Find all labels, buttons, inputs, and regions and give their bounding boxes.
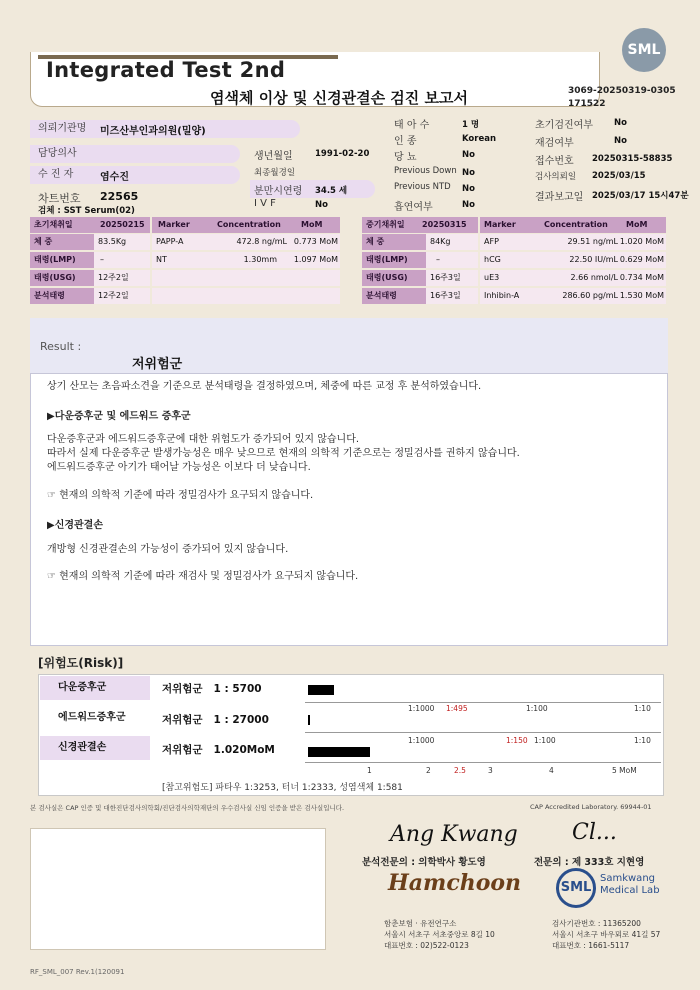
- birth-value: 1991-02-20: [315, 149, 370, 159]
- first-row-empty: [152, 270, 340, 286]
- diabetes-value: No: [462, 150, 475, 160]
- sml-logo-icon: SML: [622, 28, 666, 72]
- risk-scale-down: [305, 702, 661, 703]
- scale-tick: 1:100: [534, 736, 556, 745]
- retest-value: No: [614, 136, 627, 146]
- prev-down-label: Previous Down: [394, 166, 457, 176]
- second-row-mom: 1.530 MoM: [618, 288, 666, 304]
- lmp-label: 최종월경일: [254, 168, 296, 178]
- chart-value: 22565: [100, 190, 139, 203]
- fetus-label: 태 아 수: [394, 120, 430, 131]
- risk-label-down: 다운증후군: [40, 676, 150, 700]
- sml-logo-footer-icon: SML: [556, 868, 596, 908]
- retest-label: 재검여부: [535, 138, 574, 149]
- second-marker-header: Marker: [480, 217, 538, 233]
- risk-label-edwards: 에드워드증후군: [58, 712, 126, 723]
- first-row-marker: PAPP-A: [152, 234, 207, 250]
- scale-tick: 3: [488, 766, 493, 775]
- birth-label: 생년월일: [254, 151, 293, 162]
- test-date-value: 2025/03/15: [592, 171, 646, 181]
- first-row-label: 태령(USG): [30, 270, 94, 286]
- second-row-conc: 22.50 IU/mL: [538, 252, 618, 268]
- scale-tick: 1:10: [634, 704, 651, 713]
- first-row-label: 분석태령: [30, 288, 94, 304]
- second-row-mom: 0.734 MoM: [618, 270, 666, 286]
- risk-label-ntd: 신경관결손: [40, 736, 150, 760]
- report-title-en: Integrated Test 2nd: [46, 58, 286, 82]
- scale-tick-cutoff: 2.5: [454, 766, 466, 775]
- scale-tick: 1:100: [526, 704, 548, 713]
- institution-row: 의뢰기관명: [30, 120, 300, 138]
- second-row-label: 체 중: [362, 234, 426, 250]
- first-row-mom: 1.097 MoM: [277, 252, 340, 268]
- result-paragraph: 개방형 신경관결손의 가능성이 증가되어 있지 않습니다.: [47, 544, 289, 555]
- doctor-row: 담당의사: [30, 145, 240, 163]
- first-row-mom: 0.773 MoM: [287, 234, 340, 250]
- second-row-conc: 286.60 pg/mL: [538, 288, 618, 304]
- second-row-marker: Inhibin-A: [480, 288, 538, 304]
- report-title-ko: 염색체 이상 및 신경관결손 검진 보고서: [210, 89, 468, 107]
- report-date-value: 2025/03/17 15시47분: [592, 191, 689, 201]
- risk-scale-edwards: [305, 732, 661, 733]
- analyst-signature: Ang Kwang: [390, 822, 518, 847]
- certification-note: 본 검사실은 CAP 인증 및 대한진단검사의학회/진단검사의학재단의 우수검사실 신임 인증을 받은 검사실입니다.: [30, 804, 345, 812]
- institution-value: 미즈산부인과의원(밀양): [100, 126, 206, 137]
- second-conc-header: Concentration: [538, 217, 622, 233]
- result-paragraph: 따라서 실제 다운증후군 발생가능성은 매우 낮으므로 현재의 의학적 기준으로는 정밀검사를 권하지 않습니다.: [47, 448, 520, 459]
- test-date-label: 검사의뢰일: [535, 172, 577, 182]
- result-paragraph: 에드워드증후군 아기가 태어날 가능성은 이보다 더 낮습니다.: [47, 462, 311, 473]
- smoking-label: 흡연여부: [394, 202, 433, 213]
- stamp-area: [30, 828, 326, 950]
- hamchoon-address: 함춘보험 · 유전연구소 서울시 서초구 서초중앙로 8길 10 대표번호 : 02)522-0123: [384, 919, 495, 950]
- first-row-empty: [152, 288, 340, 304]
- age-label: 분만시연령: [254, 186, 303, 197]
- first-row-marker: NT: [152, 252, 207, 268]
- chart-label: 차트번호: [38, 192, 81, 205]
- risk-bar-ntd: [308, 747, 370, 757]
- scale-tick-cutoff: 1:150: [506, 736, 528, 745]
- scale-tick: 4: [549, 766, 554, 775]
- ntd-heading: ▶신경관결손: [47, 520, 103, 531]
- prev-ntd-label: Previous NTD: [394, 182, 451, 192]
- first-date-header: 초기채취일: [30, 217, 98, 233]
- scale-tick: 1:1000: [408, 736, 435, 745]
- result-label: Result :: [40, 340, 82, 353]
- result-paragraph: 다운증후군과 에드워드증후군에 대한 위험도가 증가되어 있지 않습니다.: [47, 434, 360, 445]
- reference-risk: [참고위험도] 파타우 1:3253, 터너 1:2333, 성염색체 1:581: [162, 783, 403, 793]
- smoking-value: No: [462, 200, 475, 210]
- receipt-value: 20250315-58835: [592, 154, 673, 164]
- doctor-name: 전문의 : 제 333호 지현영: [534, 857, 645, 868]
- second-row-value: –: [426, 252, 478, 268]
- risk-value-edwards: 저위험군 1 : 27000: [162, 714, 269, 726]
- report-code: 3069-20250319-0305 171522: [568, 86, 676, 109]
- first-date-value: 20250215: [98, 217, 150, 233]
- risk-scale-ntd: [305, 762, 661, 763]
- risk-bar-edwards: [308, 715, 310, 725]
- age-value: 34.5 세: [315, 186, 348, 196]
- first-row-label: 체 중: [30, 234, 94, 250]
- prev-ntd-value: No: [462, 184, 475, 194]
- second-row-marker: AFP: [480, 234, 538, 250]
- scale-tick-cutoff: 1:495: [446, 704, 468, 713]
- second-date-value: 20250315: [420, 217, 478, 233]
- scale-tick: 1:1000: [408, 704, 435, 713]
- second-row-label: 분석태령: [362, 288, 426, 304]
- first-exam-label: 초기검진여부: [535, 120, 593, 131]
- specimen: 검체 : SST Serum(02): [38, 206, 135, 216]
- first-row-conc: 472.8 ng/mL: [207, 234, 287, 250]
- risk-bar-down: [308, 685, 334, 695]
- samkwang-name: Samkwang Medical Lab: [600, 873, 660, 896]
- first-row-conc: 1.30mm: [207, 252, 277, 268]
- ivf-label: I V F: [254, 198, 276, 209]
- fetus-value: 1 명: [462, 120, 480, 130]
- second-row-mom: 1.020 MoM: [618, 234, 666, 250]
- samkwang-address: 검사기관번호 : 11365200 서울시 서초구 바우뫼로 41길 57 대표번호 : 1661-5117: [552, 919, 661, 950]
- result-title: 저위험군: [132, 357, 183, 372]
- examinee-row: 수 진 자: [30, 166, 240, 184]
- scale-tick: 1:10: [634, 736, 651, 745]
- first-row-value: 12주2일: [94, 288, 150, 304]
- ivf-value: No: [315, 200, 328, 210]
- prev-down-value: No: [462, 168, 475, 178]
- report-date-label: 결과보고일: [535, 192, 584, 203]
- first-row-value: –: [94, 252, 150, 268]
- second-row-marker: hCG: [480, 252, 538, 268]
- second-row-label: 태령(USG): [362, 270, 426, 286]
- risk-title: [위험도(Risk)]: [38, 656, 124, 670]
- first-row-value: 83.5Kg: [94, 234, 150, 250]
- second-date-header: 중기채취일: [362, 217, 420, 233]
- risk-value-ntd: 저위험군 1.020MoM: [162, 744, 275, 756]
- first-marker-header: Marker: [152, 217, 207, 233]
- scale-tick: 2: [426, 766, 431, 775]
- examinee-value: 염수진: [100, 172, 129, 183]
- race-label: 인 종: [394, 136, 417, 147]
- first-conc-header: Concentration: [207, 217, 297, 233]
- first-mom-header: MoM: [297, 217, 340, 233]
- second-row-label: 태령(LMP): [362, 252, 426, 268]
- risk-value-down: 저위험군 1 : 5700: [162, 683, 262, 695]
- scale-tick: 1: [367, 766, 372, 775]
- doctor-signature: Cl...: [572, 820, 617, 845]
- second-row-marker: uE3: [480, 270, 538, 286]
- second-row-value: 84Kg: [426, 234, 478, 250]
- second-row-conc: 2.66 nmol/L: [538, 270, 618, 286]
- result-summary: 상기 산모는 초음파소견을 기준으로 분석태령을 결정하였으며, 체중에 따른 교정 후 분석하였습니다.: [47, 381, 482, 392]
- second-row-mom: 0.629 MoM: [618, 252, 666, 268]
- first-row-value: 12주2일: [94, 270, 150, 286]
- second-row-value: 16주3일: [426, 270, 478, 286]
- result-header: [30, 318, 668, 374]
- result-recommendation: ☞ 현재의 의학적 기준에 따라 재검사 및 정밀검사가 요구되지 않습니다.: [47, 571, 359, 582]
- second-row-conc: 29.51 ng/mL: [538, 234, 618, 250]
- result-recommendation: ☞ 현재의 의학적 기준에 따라 정밀검사가 요구되지 않습니다.: [47, 490, 314, 501]
- second-mom-header: MoM: [622, 217, 666, 233]
- diabetes-label: 당 뇨: [394, 152, 417, 163]
- receipt-label: 접수번호: [535, 156, 574, 167]
- analyst-name: 분석전문의 : 의학박사 황도영: [362, 857, 486, 868]
- first-exam-value: No: [614, 118, 627, 128]
- down-edwards-heading: ▶다운증후군 및 에드워드 증후군: [47, 411, 191, 422]
- form-code: RF_SML_007 Rev.1(120091: [30, 968, 125, 976]
- cap-note: CAP Accredited Laboratory. 69944-01: [530, 803, 652, 811]
- first-row-label: 태령(LMP): [30, 252, 94, 268]
- race-value: Korean: [462, 134, 497, 144]
- second-row-value: 16주3일: [426, 288, 478, 304]
- scale-tick: 5 MoM: [612, 766, 637, 775]
- hamchoon-logo: Hamchoon: [388, 870, 522, 896]
